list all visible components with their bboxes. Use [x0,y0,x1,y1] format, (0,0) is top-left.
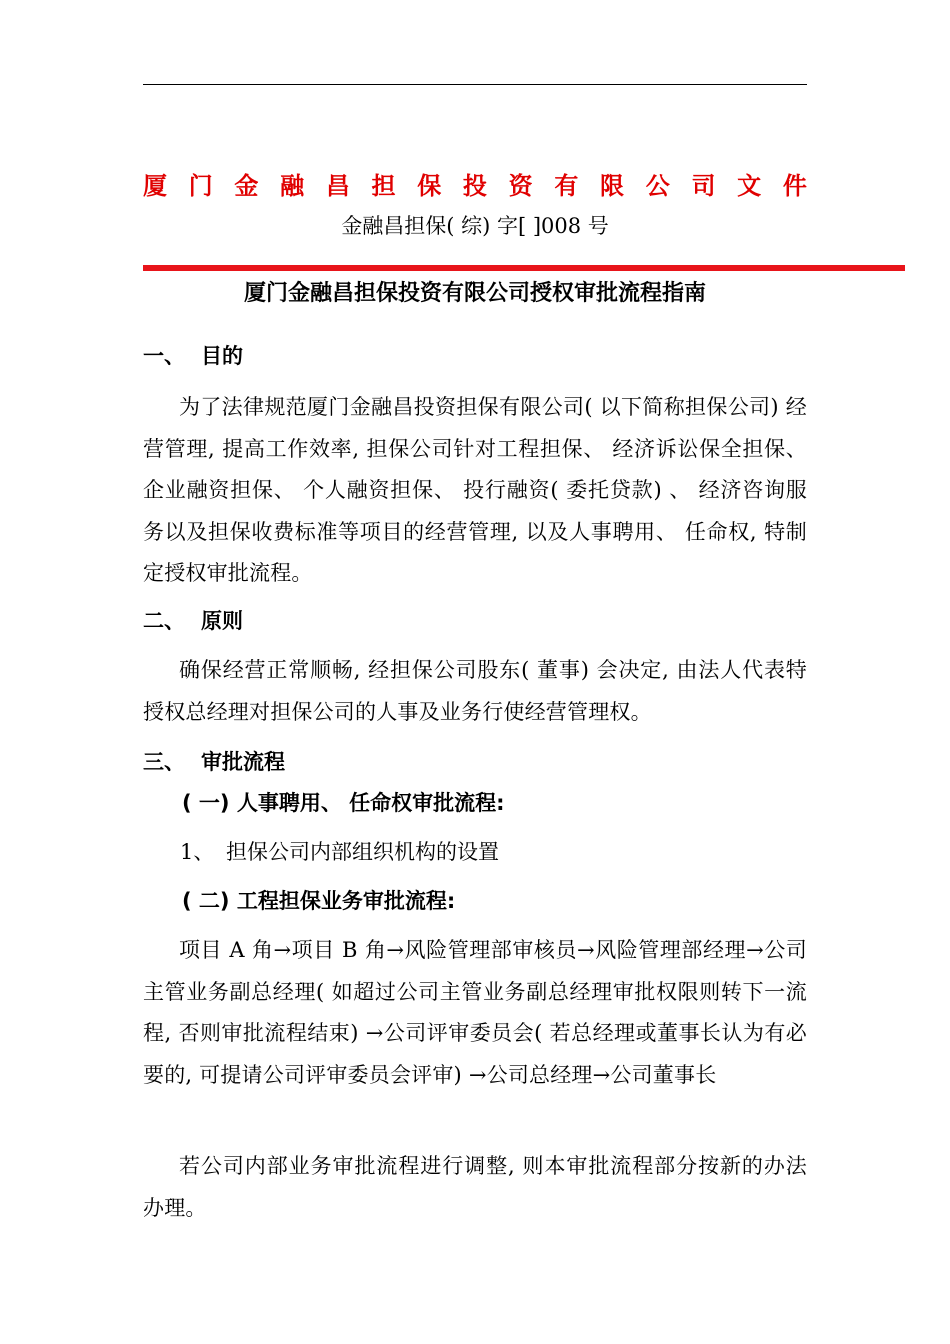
purpose-paragraph: 为了法律规范厦门金融昌投资担保有限公司( 以下简称担保公司) 经营管理, 提高工作效率, 担保公司针对工程担保、 经济诉讼保全担保、 企业融资担保、 个人融资担保、 投行融资( 委托贷款) 、 经济咨询服务以及担保收费标准等项目的经营管理, 以及人事聘用、 任命权, 特制定授权审批流程。 [143,395,807,585]
org-title-char: 公 [645,172,670,200]
red-divider [143,265,905,271]
org-title-char: 司 [691,172,716,200]
org-title-char: 件 [782,172,807,200]
org-title-char: 资 [508,172,533,200]
org-title-char: 昌 [325,172,350,200]
list-item-number: 1、 [180,840,215,864]
section-title: 审批流程 [201,750,285,774]
section-number: 一、 [143,344,185,368]
org-title-char: 保 [417,172,442,200]
org-title-char: 融 [280,172,305,200]
section-heading-purpose [143,340,243,372]
section-number: 二、 [143,609,185,633]
document-number: 金融昌担保( 综) 字[ ]008 号 [341,214,609,238]
section-title: 原则 [201,609,243,633]
principle-paragraph: 确保经营正常顺畅, 经担保公司股东( 董事) 会决定, 由法人代表特授权总经理对担保公司的人事及业务行使经营管理权。 [143,658,807,724]
subsection-heading-personnel: ( 一) 人事聘用、 任命权审批流程: [182,791,505,815]
org-title-char: 投 [462,172,487,200]
engineering-process-paragraph: 项目 A 角→项目 B 角→风险管理部审核员→风险管理部经理→公司主管业务副总经理( 如超过公司主管业务副总经理审批权限则转下一流程, 否则审批流程结束) →公司评审委员会( 若总经理或董事长认为有必要的, 可提请公司评审委员会评审) →公司总经理→公司董事长 [143,938,807,1087]
subsection-heading-engineering: ( 二) 工程担保业务审批流程: [182,889,456,913]
org-title-char: 有 [554,172,579,200]
list-item-text: 担保公司内部组织机构的设置 [226,840,499,864]
list-item [180,836,499,868]
org-title-char: 文 [737,172,762,200]
org-title-char: 限 [600,172,625,200]
section-title: 目的 [201,344,243,368]
org-title-char: 担 [371,172,396,200]
section-number: 三、 [143,750,185,774]
organization-title [143,168,807,204]
org-title-char: 金 [234,172,259,200]
section-heading-approval-process [143,746,285,778]
org-title-char: 门 [188,172,213,200]
document-title: 厦门金融昌担保投资有限公司授权审批流程指南 [243,281,706,306]
top-divider [143,84,807,85]
section-heading-principle [143,605,243,637]
adjustment-paragraph: 若公司内部业务审批流程进行调整, 则本审批流程部分按新的办法办理。 [143,1154,807,1220]
org-title-char: 厦 [143,172,167,200]
